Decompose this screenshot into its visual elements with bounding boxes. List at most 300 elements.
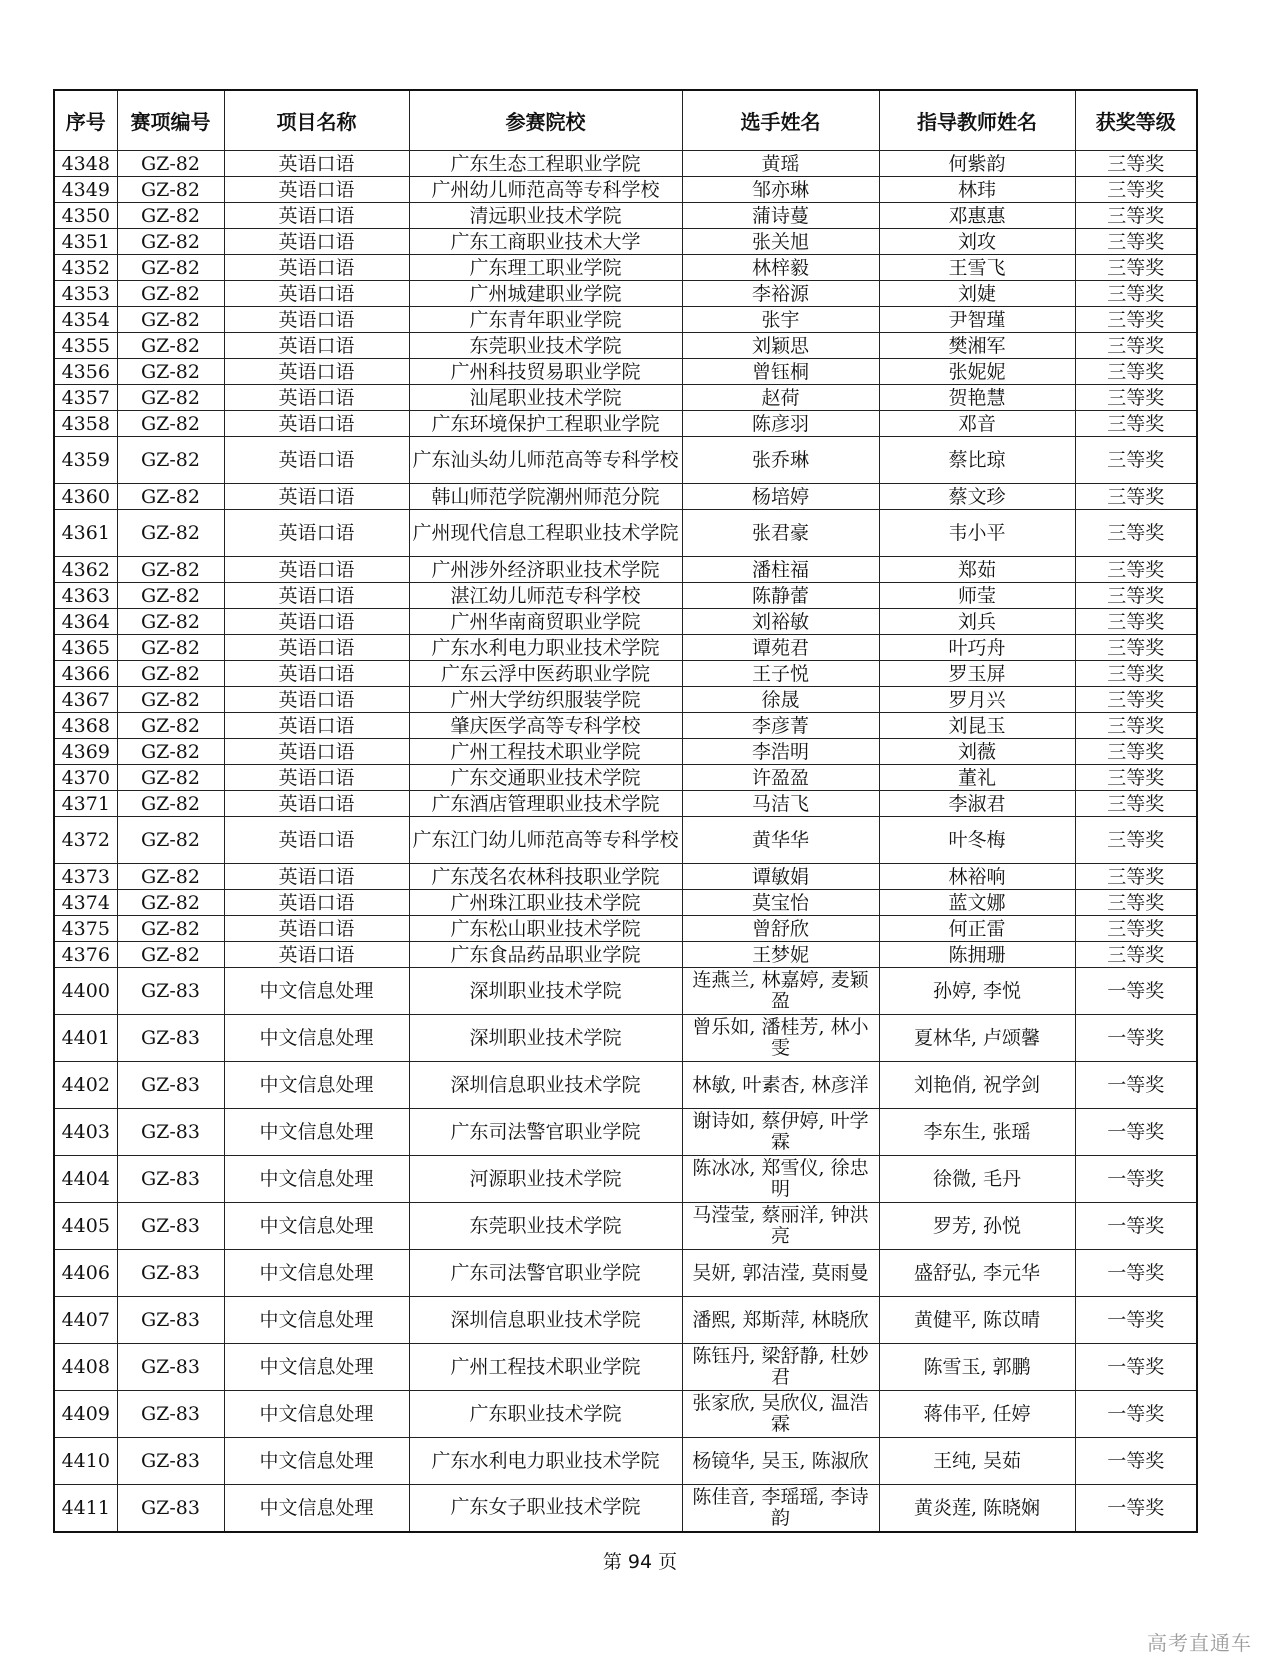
cell-teacher-names: 韦小平 xyxy=(879,510,1075,557)
cell-teacher-names: 贺艳慧 xyxy=(879,385,1075,411)
cell-seq: 4353 xyxy=(54,281,117,307)
cell-school-text: 广东江门幼儿师范高等专科学校 xyxy=(412,829,679,851)
cell-teacher-names: 何正雷 xyxy=(879,916,1075,942)
cell-project-name: 英语口语 xyxy=(224,229,409,255)
cell-project-name: 英语口语 xyxy=(224,713,409,739)
cell-event-code: GZ-82 xyxy=(117,557,224,583)
cell-event-code: GZ-83 xyxy=(117,1485,224,1532)
cell-event-code: GZ-83 xyxy=(117,1250,224,1297)
cell-award-level: 一等奖 xyxy=(1075,1485,1197,1532)
cell-award-level: 三等奖 xyxy=(1075,203,1197,229)
cell-seq: 4375 xyxy=(54,916,117,942)
page-number: 第 94 页 xyxy=(602,1551,678,1573)
cell-student-names: 徐晟 xyxy=(682,687,879,713)
cell-teacher-names: 刘兵 xyxy=(879,609,1075,635)
cell-student-names-text: 张君豪 xyxy=(751,522,809,544)
cell-project-name: 英语口语 xyxy=(224,661,409,687)
cell-school: 肇庆医学高等专科学校 xyxy=(409,713,682,739)
cell-teacher-names: 蔡比琼 xyxy=(879,437,1075,484)
cell-teacher-names: 刘艳俏, 祝学剑 xyxy=(879,1062,1075,1109)
cell-student-names xyxy=(682,1015,879,1062)
cell-teacher-names: 黄健平, 陈苡晴 xyxy=(879,1297,1075,1344)
cell-school xyxy=(409,1015,682,1062)
cell-school: 广东环境保护工程职业学院 xyxy=(409,411,682,437)
table-row xyxy=(54,1015,1197,1062)
cell-student-names-text: 潘熙, 郑斯萍, 林晓欣 xyxy=(692,1309,869,1331)
cell-seq: 4352 xyxy=(54,255,117,281)
cell-seq: 4376 xyxy=(54,942,117,968)
cell-project-name: 英语口语 xyxy=(224,307,409,333)
cell-student-names-text: 连燕兰, 林嘉婷, 麦颖盈 xyxy=(692,970,869,1012)
cell-student-names-text: 杨镜华, 吴玉, 陈淑欣 xyxy=(692,1450,869,1472)
cell-student-names: 杨培婷 xyxy=(682,484,879,510)
cell-award-level: 一等奖 xyxy=(1075,968,1197,1015)
cell-seq: 4407 xyxy=(54,1297,117,1344)
table-row xyxy=(54,1297,1197,1344)
cell-event-code: GZ-83 xyxy=(117,1391,224,1438)
cell-teacher-names: 林裕响 xyxy=(879,864,1075,890)
cell-award-level: 三等奖 xyxy=(1075,713,1197,739)
cell-student-names xyxy=(682,1438,879,1485)
cell-teacher-names: 叶冬梅 xyxy=(879,817,1075,864)
cell-student-names-text: 林敏, 叶素杏, 林彦洋 xyxy=(692,1074,869,1096)
table-row xyxy=(54,1344,1197,1391)
cell-student-names xyxy=(682,1297,879,1344)
cell-award-level: 三等奖 xyxy=(1075,437,1197,484)
cell-seq: 4400 xyxy=(54,968,117,1015)
cell-seq: 4351 xyxy=(54,229,117,255)
cell-student-names: 陈静蕾 xyxy=(682,583,879,609)
cell-student-names: 王梦妮 xyxy=(682,942,879,968)
cell-school-text: 广东水利电力职业技术学院 xyxy=(431,1450,660,1472)
cell-event-code: GZ-82 xyxy=(117,255,224,281)
cell-project-name: 英语口语 xyxy=(224,333,409,359)
cell-award-level: 三等奖 xyxy=(1075,791,1197,817)
cell-student-names: 蒲诗蔓 xyxy=(682,203,879,229)
cell-student-names-text: 陈钰丹, 梁舒静, 杜妙君 xyxy=(692,1346,869,1388)
cell-student-names: 张关旭 xyxy=(682,229,879,255)
cell-award-level: 三等奖 xyxy=(1075,916,1197,942)
cell-award-level: 三等奖 xyxy=(1075,411,1197,437)
cell-school-text: 广东汕头幼儿师范高等专科学校 xyxy=(412,449,679,471)
cell-event-code: GZ-82 xyxy=(117,203,224,229)
table-row xyxy=(54,229,1197,255)
cell-student-names xyxy=(682,510,879,557)
table-row xyxy=(54,1250,1197,1297)
cell-project-name: 英语口语 xyxy=(224,817,409,864)
table-row xyxy=(54,1109,1197,1156)
table-row xyxy=(54,661,1197,687)
cell-school: 广州幼儿师范高等专科学校 xyxy=(409,177,682,203)
cell-seq: 4406 xyxy=(54,1250,117,1297)
cell-school: 广东生态工程职业学院 xyxy=(409,151,682,177)
cell-school: 汕尾职业技术学院 xyxy=(409,385,682,411)
cell-teacher-names: 刘攻 xyxy=(879,229,1075,255)
cell-award-level: 一等奖 xyxy=(1075,1250,1197,1297)
cell-school-text: 广东司法警官职业学院 xyxy=(450,1262,641,1284)
cell-seq: 4403 xyxy=(54,1109,117,1156)
cell-school: 湛江幼儿师范专科学校 xyxy=(409,583,682,609)
cell-award-level: 三等奖 xyxy=(1075,151,1197,177)
cell-project-name: 中文信息处理 xyxy=(224,1391,409,1438)
cell-project-name: 英语口语 xyxy=(224,151,409,177)
cell-award-level: 三等奖 xyxy=(1075,609,1197,635)
cell-award-level: 一等奖 xyxy=(1075,1015,1197,1062)
table-row xyxy=(54,609,1197,635)
cell-school-text: 东莞职业技术学院 xyxy=(469,1215,622,1237)
table-row xyxy=(54,583,1197,609)
cell-event-code: GZ-83 xyxy=(117,1156,224,1203)
cell-seq: 4358 xyxy=(54,411,117,437)
cell-event-code: GZ-82 xyxy=(117,942,224,968)
cell-event-code: GZ-82 xyxy=(117,411,224,437)
table-row xyxy=(54,1062,1197,1109)
cell-award-level: 三等奖 xyxy=(1075,177,1197,203)
cell-teacher-names: 蔡文珍 xyxy=(879,484,1075,510)
cell-seq: 4372 xyxy=(54,817,117,864)
cell-school xyxy=(409,437,682,484)
cell-school-text: 深圳职业技术学院 xyxy=(469,1027,622,1049)
cell-award-level: 一等奖 xyxy=(1075,1438,1197,1485)
cell-student-names: 陈彦羽 xyxy=(682,411,879,437)
cell-event-code: GZ-82 xyxy=(117,791,224,817)
cell-event-code: GZ-82 xyxy=(117,281,224,307)
cell-student-names: 潘柱福 xyxy=(682,557,879,583)
cell-school: 广州大学纺织服装学院 xyxy=(409,687,682,713)
cell-award-level: 三等奖 xyxy=(1075,817,1197,864)
cell-project-name: 英语口语 xyxy=(224,510,409,557)
cell-event-code: GZ-82 xyxy=(117,817,224,864)
cell-award-level: 三等奖 xyxy=(1075,687,1197,713)
cell-school: 广州珠江职业技术学院 xyxy=(409,890,682,916)
awards-table xyxy=(53,89,1198,1533)
cell-student-names: 曾舒欣 xyxy=(682,916,879,942)
cell-student-names: 谭苑君 xyxy=(682,635,879,661)
cell-event-code: GZ-82 xyxy=(117,583,224,609)
cell-event-code: GZ-82 xyxy=(117,484,224,510)
table-row xyxy=(54,1391,1197,1438)
cell-teacher-names: 陈拥珊 xyxy=(879,942,1075,968)
cell-school: 广州城建职业学院 xyxy=(409,281,682,307)
cell-award-level: 三等奖 xyxy=(1075,557,1197,583)
cell-event-code: GZ-83 xyxy=(117,1344,224,1391)
cell-award-level: 三等奖 xyxy=(1075,229,1197,255)
cell-school: 广东酒店管理职业技术学院 xyxy=(409,791,682,817)
cell-award-level: 三等奖 xyxy=(1075,890,1197,916)
cell-school xyxy=(409,1203,682,1250)
cell-project-name: 中文信息处理 xyxy=(224,1015,409,1062)
cell-school: 广东理工职业学院 xyxy=(409,255,682,281)
table-row xyxy=(54,281,1197,307)
cell-school: 清远职业技术学院 xyxy=(409,203,682,229)
table-row xyxy=(54,817,1197,864)
cell-school: 广东云浮中医药职业学院 xyxy=(409,661,682,687)
table-row xyxy=(54,942,1197,968)
cell-student-names: 莫宝怡 xyxy=(682,890,879,916)
cell-student-names: 李彦菁 xyxy=(682,713,879,739)
cell-event-code: GZ-82 xyxy=(117,864,224,890)
cell-student-names-text: 曾乐如, 潘桂芳, 林小雯 xyxy=(692,1017,869,1059)
header-seq: 序号 xyxy=(54,90,117,151)
cell-event-code: GZ-82 xyxy=(117,385,224,411)
cell-project-name: 英语口语 xyxy=(224,557,409,583)
cell-school xyxy=(409,1062,682,1109)
cell-event-code: GZ-82 xyxy=(117,765,224,791)
cell-project-name: 中文信息处理 xyxy=(224,1062,409,1109)
cell-teacher-names: 夏林华, 卢颂馨 xyxy=(879,1015,1075,1062)
cell-project-name: 英语口语 xyxy=(224,281,409,307)
cell-school xyxy=(409,510,682,557)
cell-award-level: 三等奖 xyxy=(1075,333,1197,359)
cell-project-name: 英语口语 xyxy=(224,890,409,916)
cell-seq: 4410 xyxy=(54,1438,117,1485)
cell-teacher-names: 蒋伟平, 任婷 xyxy=(879,1391,1075,1438)
table-row xyxy=(54,687,1197,713)
cell-project-name: 英语口语 xyxy=(224,635,409,661)
cell-school-text: 河源职业技术学院 xyxy=(469,1168,622,1190)
table-row xyxy=(54,333,1197,359)
cell-teacher-names: 李东生, 张瑶 xyxy=(879,1109,1075,1156)
cell-project-name: 英语口语 xyxy=(224,864,409,890)
table-row xyxy=(54,177,1197,203)
table-row xyxy=(54,791,1197,817)
cell-teacher-names: 刘薇 xyxy=(879,739,1075,765)
cell-school: 广州华南商贸职业学院 xyxy=(409,609,682,635)
cell-student-names xyxy=(682,1203,879,1250)
cell-project-name: 英语口语 xyxy=(224,942,409,968)
table-row xyxy=(54,968,1197,1015)
cell-school: 韩山师范学院潮州师范分院 xyxy=(409,484,682,510)
table-row xyxy=(54,484,1197,510)
table-body xyxy=(54,151,1197,1532)
cell-teacher-names: 罗玉屏 xyxy=(879,661,1075,687)
cell-project-name: 英语口语 xyxy=(224,791,409,817)
cell-school xyxy=(409,968,682,1015)
cell-event-code: GZ-83 xyxy=(117,1297,224,1344)
cell-teacher-names: 王纯, 吴茹 xyxy=(879,1438,1075,1485)
cell-event-code: GZ-83 xyxy=(117,1438,224,1485)
table-row xyxy=(54,864,1197,890)
cell-student-names: 谭敏娟 xyxy=(682,864,879,890)
cell-seq: 4360 xyxy=(54,484,117,510)
cell-student-names: 林梓毅 xyxy=(682,255,879,281)
cell-student-names: 邹亦琳 xyxy=(682,177,879,203)
header-event-code: 赛项编号 xyxy=(117,90,224,151)
cell-teacher-names: 师莹 xyxy=(879,583,1075,609)
table-row xyxy=(54,635,1197,661)
cell-award-level: 三等奖 xyxy=(1075,864,1197,890)
cell-teacher-names: 邓惠惠 xyxy=(879,203,1075,229)
cell-student-names xyxy=(682,1391,879,1438)
header-school: 参赛院校 xyxy=(409,90,682,151)
cell-school: 东莞职业技术学院 xyxy=(409,333,682,359)
table-row xyxy=(54,307,1197,333)
cell-school xyxy=(409,1156,682,1203)
cell-award-level: 三等奖 xyxy=(1075,281,1197,307)
cell-seq: 4350 xyxy=(54,203,117,229)
cell-project-name: 英语口语 xyxy=(224,609,409,635)
table-row xyxy=(54,1438,1197,1485)
cell-teacher-names: 何紫韵 xyxy=(879,151,1075,177)
cell-student-names: 李裕源 xyxy=(682,281,879,307)
cell-school-text: 深圳职业技术学院 xyxy=(469,980,622,1002)
cell-seq: 4370 xyxy=(54,765,117,791)
cell-student-names: 赵荷 xyxy=(682,385,879,411)
header-award-level: 获奖等级 xyxy=(1075,90,1197,151)
cell-seq: 4367 xyxy=(54,687,117,713)
cell-seq: 4402 xyxy=(54,1062,117,1109)
cell-award-level: 三等奖 xyxy=(1075,359,1197,385)
cell-student-names: 马洁飞 xyxy=(682,791,879,817)
cell-student-names xyxy=(682,1485,879,1532)
cell-event-code: GZ-82 xyxy=(117,713,224,739)
cell-event-code: GZ-82 xyxy=(117,661,224,687)
cell-project-name: 英语口语 xyxy=(224,255,409,281)
cell-teacher-names: 陈雪玉, 郭鹏 xyxy=(879,1344,1075,1391)
cell-school xyxy=(409,1344,682,1391)
cell-seq: 4411 xyxy=(54,1485,117,1532)
cell-teacher-names: 黄炎莲, 陈晓娴 xyxy=(879,1485,1075,1532)
cell-project-name: 中文信息处理 xyxy=(224,1156,409,1203)
cell-project-name: 英语口语 xyxy=(224,583,409,609)
cell-student-names-text: 陈佳音, 李瑶瑶, 李诗韵 xyxy=(692,1486,869,1529)
cell-student-names-text: 张乔琳 xyxy=(751,449,809,471)
cell-school xyxy=(409,1438,682,1485)
table-row xyxy=(54,411,1197,437)
cell-project-name: 英语口语 xyxy=(224,359,409,385)
cell-school xyxy=(409,1391,682,1438)
cell-seq: 4357 xyxy=(54,385,117,411)
cell-seq: 4363 xyxy=(54,583,117,609)
cell-award-level: 一等奖 xyxy=(1075,1344,1197,1391)
cell-project-name: 中文信息处理 xyxy=(224,1438,409,1485)
table-row xyxy=(54,151,1197,177)
cell-school: 广东水利电力职业技术学院 xyxy=(409,635,682,661)
cell-student-names: 王子悦 xyxy=(682,661,879,687)
cell-event-code: GZ-82 xyxy=(117,333,224,359)
cell-seq: 4354 xyxy=(54,307,117,333)
table-row xyxy=(54,713,1197,739)
cell-award-level: 三等奖 xyxy=(1075,385,1197,411)
cell-school: 广东工商职业技术大学 xyxy=(409,229,682,255)
cell-school-text: 广东司法警官职业学院 xyxy=(450,1121,641,1143)
header-teacher-names: 指导教师姓名 xyxy=(879,90,1075,151)
cell-award-level: 三等奖 xyxy=(1075,635,1197,661)
cell-event-code: GZ-82 xyxy=(117,307,224,333)
cell-school: 广州工程技术职业学院 xyxy=(409,739,682,765)
cell-event-code: GZ-82 xyxy=(117,687,224,713)
cell-seq: 4365 xyxy=(54,635,117,661)
cell-event-code: GZ-83 xyxy=(117,1015,224,1062)
cell-teacher-names: 尹智瑾 xyxy=(879,307,1075,333)
cell-teacher-names: 刘婕 xyxy=(879,281,1075,307)
cell-teacher-names: 徐微, 毛丹 xyxy=(879,1156,1075,1203)
cell-teacher-names: 蓝文娜 xyxy=(879,890,1075,916)
header-row xyxy=(54,90,1197,151)
cell-event-code: GZ-82 xyxy=(117,177,224,203)
cell-seq: 4405 xyxy=(54,1203,117,1250)
cell-seq: 4408 xyxy=(54,1344,117,1391)
cell-event-code: GZ-82 xyxy=(117,359,224,385)
cell-project-name: 英语口语 xyxy=(224,411,409,437)
cell-student-names: 刘裕敏 xyxy=(682,609,879,635)
cell-event-code: GZ-82 xyxy=(117,739,224,765)
cell-student-names-text: 马滢莹, 蔡丽洋, 钟洪亮 xyxy=(692,1205,869,1247)
cell-seq: 4356 xyxy=(54,359,117,385)
table-row xyxy=(54,890,1197,916)
cell-teacher-names: 孙婷, 李悦 xyxy=(879,968,1075,1015)
table-row xyxy=(54,385,1197,411)
cell-award-level: 三等奖 xyxy=(1075,484,1197,510)
cell-teacher-names: 樊湘军 xyxy=(879,333,1075,359)
cell-project-name: 中文信息处理 xyxy=(224,1250,409,1297)
cell-event-code: GZ-83 xyxy=(117,968,224,1015)
cell-event-code: GZ-82 xyxy=(117,890,224,916)
watermark: 高考直通车 xyxy=(1147,1631,1252,1655)
cell-student-names-text: 陈冰冰, 郑雪仪, 徐忠明 xyxy=(692,1158,869,1200)
table-header xyxy=(54,90,1197,151)
cell-teacher-names: 李淑君 xyxy=(879,791,1075,817)
cell-seq: 4355 xyxy=(54,333,117,359)
table-row xyxy=(54,255,1197,281)
cell-project-name: 英语口语 xyxy=(224,739,409,765)
cell-school: 广东青年职业学院 xyxy=(409,307,682,333)
header-project-name: 项目名称 xyxy=(224,90,409,151)
cell-seq: 4409 xyxy=(54,1391,117,1438)
cell-project-name: 英语口语 xyxy=(224,177,409,203)
cell-school-text: 广东女子职业技术学院 xyxy=(450,1497,641,1519)
cell-teacher-names: 张妮妮 xyxy=(879,359,1075,385)
cell-school-text: 广东职业技术学院 xyxy=(469,1403,622,1425)
cell-teacher-names: 林玮 xyxy=(879,177,1075,203)
cell-award-level: 一等奖 xyxy=(1075,1062,1197,1109)
cell-seq: 4401 xyxy=(54,1015,117,1062)
cell-student-names-text: 谢诗如, 蔡伊婷, 叶学霖 xyxy=(692,1111,869,1153)
cell-seq: 4369 xyxy=(54,739,117,765)
cell-event-code: GZ-82 xyxy=(117,229,224,255)
cell-award-level: 三等奖 xyxy=(1075,765,1197,791)
cell-project-name: 中文信息处理 xyxy=(224,968,409,1015)
cell-student-names xyxy=(682,1062,879,1109)
cell-school: 广东茂名农林科技职业学院 xyxy=(409,864,682,890)
cell-seq: 4371 xyxy=(54,791,117,817)
table-row xyxy=(54,203,1197,229)
cell-teacher-names: 董礼 xyxy=(879,765,1075,791)
cell-student-names-text: 张家欣, 吴欣仪, 温浩霖 xyxy=(692,1393,869,1435)
cell-teacher-names: 邓音 xyxy=(879,411,1075,437)
cell-student-names: 黄瑶 xyxy=(682,151,879,177)
cell-seq: 4361 xyxy=(54,510,117,557)
cell-school-text: 广州工程技术职业学院 xyxy=(450,1356,641,1378)
cell-student-names: 张宇 xyxy=(682,307,879,333)
cell-school: 广州科技贸易职业学院 xyxy=(409,359,682,385)
cell-school-text: 深圳信息职业技术学院 xyxy=(450,1309,641,1331)
cell-student-names xyxy=(682,1156,879,1203)
cell-seq: 4364 xyxy=(54,609,117,635)
cell-school xyxy=(409,1250,682,1297)
cell-school xyxy=(409,1297,682,1344)
table-row xyxy=(54,916,1197,942)
cell-teacher-names: 王雪飞 xyxy=(879,255,1075,281)
cell-teacher-names: 叶巧舟 xyxy=(879,635,1075,661)
cell-project-name: 英语口语 xyxy=(224,484,409,510)
cell-project-name: 英语口语 xyxy=(224,437,409,484)
cell-student-names xyxy=(682,968,879,1015)
cell-school: 广东交通职业技术学院 xyxy=(409,765,682,791)
cell-award-level: 三等奖 xyxy=(1075,307,1197,333)
table-row xyxy=(54,359,1197,385)
cell-seq: 4359 xyxy=(54,437,117,484)
